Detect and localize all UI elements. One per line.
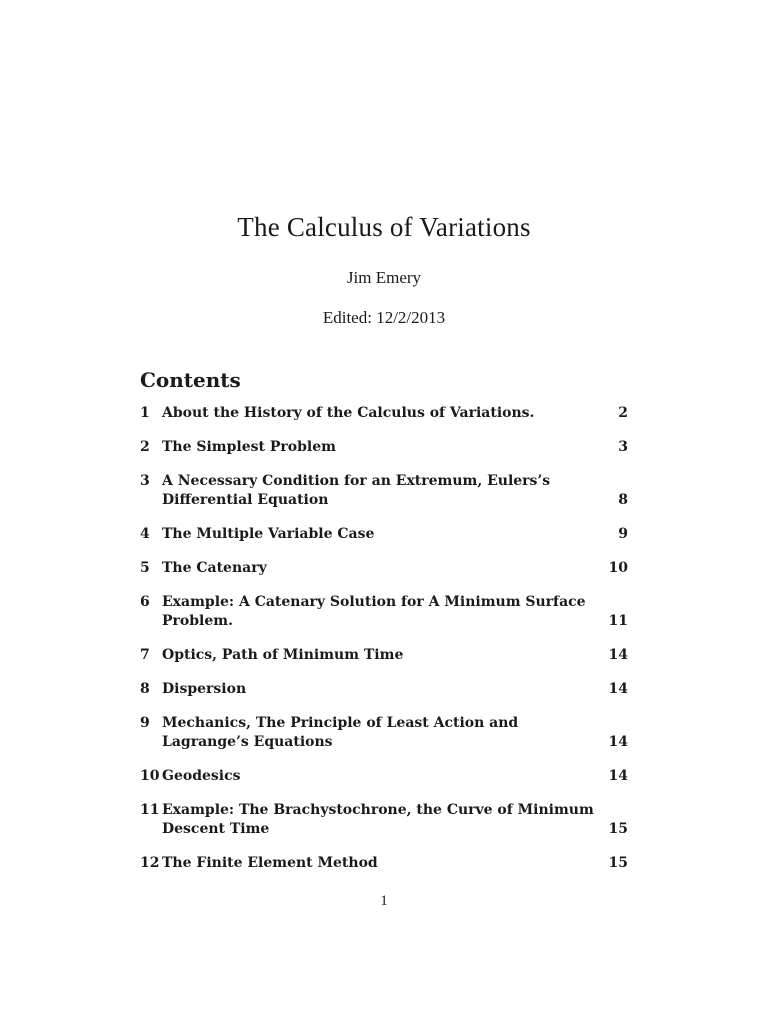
toc-entry[interactable] [140, 593, 628, 631]
toc-entry-page: 14 [608, 647, 628, 663]
toc-entry-title: The Catenary [162, 560, 267, 576]
toc-entry-title: The Simplest Problem [162, 439, 336, 455]
toc-entry-number: 3 [140, 473, 150, 489]
toc-entry-number: 7 [140, 647, 150, 663]
toc-entry-page: 14 [608, 681, 628, 697]
document-date: Edited: 12/2/2013 [322, 308, 446, 327]
toc-entry[interactable] [140, 801, 628, 839]
toc-entry-page: 11 [608, 613, 628, 629]
document-title: The Calculus of Variations [237, 212, 531, 242]
toc-entry-number: 6 [140, 594, 150, 610]
table-of-contents [140, 404, 628, 888]
toc-entry[interactable] [140, 472, 628, 510]
toc-entry-page: 15 [608, 821, 628, 837]
toc-entry[interactable] [140, 680, 628, 699]
contents-heading: Contents [140, 368, 241, 392]
toc-entry-page: 14 [608, 734, 628, 750]
document-author: Jim Emery [346, 268, 422, 287]
toc-entry-title: Example: The Brachystochrone, the Curve of Minimum Descent Time [162, 802, 594, 837]
toc-entry[interactable] [140, 559, 628, 578]
toc-entry-number: 1 [140, 405, 150, 421]
toc-entry-page: 8 [618, 492, 628, 508]
toc-entry[interactable] [140, 854, 628, 873]
toc-entry-number: 8 [140, 681, 150, 697]
toc-entry-page: 10 [608, 560, 628, 576]
toc-entry-title: Example: A Catenary Solution for A Minimum Surface Problem. [162, 594, 586, 629]
toc-entry-number: 4 [140, 526, 150, 542]
toc-entry[interactable] [140, 525, 628, 544]
toc-entry-title: Optics, Path of Minimum Time [162, 647, 404, 663]
toc-entry-page: 2 [618, 405, 628, 421]
toc-entry-page: 9 [618, 526, 628, 542]
toc-entry-title: About the History of the Calculus of Variations. [162, 405, 535, 421]
toc-entry[interactable] [140, 714, 628, 752]
toc-entry-number: 11 [140, 802, 160, 818]
toc-entry-title: Geodesics [162, 768, 241, 784]
toc-entry-title: The Finite Element Method [162, 855, 378, 871]
toc-entry-page: 3 [618, 439, 628, 455]
page-number: 1 [380, 893, 388, 909]
toc-entry[interactable] [140, 767, 628, 786]
toc-entry-number: 2 [140, 439, 150, 455]
toc-entry-number: 5 [140, 560, 150, 576]
toc-entry-number: 10 [140, 768, 160, 784]
toc-entry-title: Mechanics, The Principle of Least Action and Lagrange’s Equations [162, 715, 519, 750]
toc-entry[interactable] [140, 438, 628, 457]
toc-entry-title: A Necessary Condition for an Extremum, Eulers’s Differential Equation [162, 473, 551, 508]
toc-entry-page: 14 [608, 768, 628, 784]
toc-entry[interactable] [140, 404, 628, 423]
toc-entry-number: 12 [140, 855, 160, 871]
toc-entry-number: 9 [140, 715, 150, 731]
toc-entry[interactable] [140, 646, 628, 665]
toc-entry-title: Dispersion [162, 681, 247, 697]
toc-entry-page: 15 [608, 855, 628, 871]
toc-entry-title: The Multiple Variable Case [162, 526, 375, 542]
